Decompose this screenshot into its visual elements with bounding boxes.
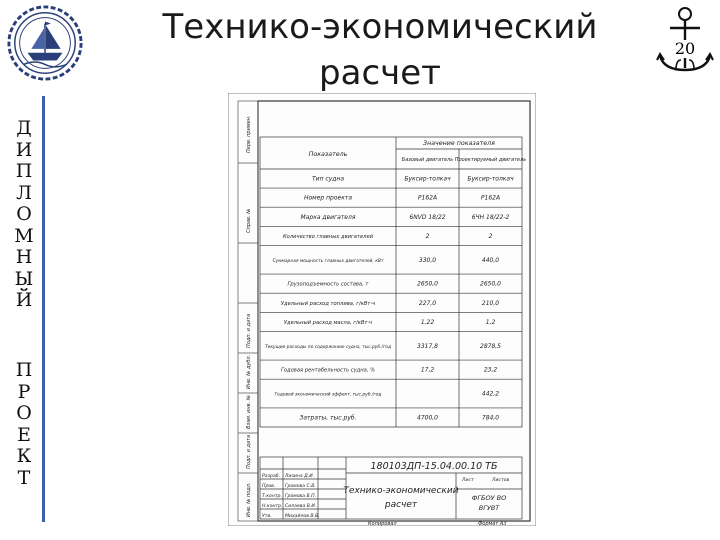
document-code: 180103ДП-15.04.00.10 ТБ xyxy=(370,461,498,472)
table-cell-base: Буксир-толкач xyxy=(404,175,451,183)
table-cell-label: Марка двигателя xyxy=(300,213,356,221)
table-cell-base: 17,2 xyxy=(420,366,435,374)
organization-line2: ВГУВТ xyxy=(478,504,500,512)
table-cell-new: 6ЧН 18/22-2 xyxy=(471,213,510,221)
table-cell-label: Затраты, тыс.руб. xyxy=(299,414,357,422)
table-cell-label: Номер проекта xyxy=(303,194,353,202)
table-cell-label: Удельный расход топлива, г/кВт·ч xyxy=(280,300,376,307)
table-cell-new: 2650,0 xyxy=(480,280,501,288)
stamp-name-5: Михайлов В.В. xyxy=(285,514,320,519)
table-header-new: Проектируемый двигатель xyxy=(454,157,527,163)
left-accent-bar xyxy=(42,96,45,522)
table-cell-label: Удельный расход масла, г/кВт·ч xyxy=(283,319,373,326)
table-cell-new: 210,0 xyxy=(481,299,500,307)
table-cell-new: 784,0 xyxy=(481,414,500,422)
table-cell-new: 2878,5 xyxy=(480,342,501,350)
stamp-name-2: Громова С.В. xyxy=(285,484,316,489)
drawing-sheet xyxy=(228,93,536,526)
table-cell-base: 2 xyxy=(425,232,430,240)
footer-copied: Копировал xyxy=(368,521,397,526)
table-cell-label: Суммарная мощность главных двигателей, кВт xyxy=(272,258,384,264)
table-cell-base: 227,0 xyxy=(418,299,437,307)
table-cell-label: Годовой экономический эффект, тыс.руб./год xyxy=(274,392,382,398)
organization-line1: ФГБОУ ВО xyxy=(471,494,507,502)
table-header-param: Показатель xyxy=(308,151,348,158)
slide-title-line2: расчет xyxy=(319,53,441,93)
table-cell-label: Грузоподъемность состава, т xyxy=(287,281,369,288)
university-emblem-logo xyxy=(6,4,84,82)
table-cell-new: Р162А xyxy=(480,194,501,202)
stamp-role-4: Н.контр. xyxy=(262,504,283,509)
table-cell-label: Текущие расходы по содержанию судна, тыс.руб./год xyxy=(264,344,392,350)
slide-title-line1: Технико-экономический xyxy=(162,7,598,47)
table-cell-label: Тип судна xyxy=(312,175,344,183)
table-cell-base: 2650,0 xyxy=(417,280,438,288)
margin-label-2: Справ. № xyxy=(246,208,252,233)
table-cell-new: Буксир-толкач xyxy=(467,175,514,183)
table-cell-base: 4700,0 xyxy=(417,414,438,422)
footer-format: Формат А3 xyxy=(478,521,507,526)
table-cell-new: 442,2 xyxy=(481,390,500,398)
table-cell-label: Количество главных двигателей xyxy=(282,233,374,240)
sheets-label: Листов xyxy=(492,478,510,483)
margin-label-5: Взам. инв. № xyxy=(246,395,252,429)
slide-title xyxy=(130,4,630,96)
table-cell-new: 440,0 xyxy=(481,256,500,264)
table-header-values: Значение показателя xyxy=(423,140,495,147)
stamp-name-1: Лизина Д.И. xyxy=(285,474,315,479)
table-header-base: Базовый двигатель xyxy=(401,157,454,163)
table-cell-base: 6NVD 18/22 xyxy=(409,213,446,221)
margin-label-4: Инв. № дубл. xyxy=(246,354,252,389)
table-cell-new: 2 xyxy=(488,232,493,240)
vertical-word-proekt: П Р О Е К Т xyxy=(15,359,33,489)
table-cell-base: Р162А xyxy=(417,194,438,202)
stamp-role-1: Разраб. xyxy=(262,474,281,479)
table-cell-new: 1,2 xyxy=(485,318,496,326)
margin-label-6: Подп. и дата xyxy=(246,434,252,469)
stamp-role-2: Пров. xyxy=(262,484,276,489)
margin-label-7: Инв. № подл. xyxy=(246,482,252,517)
vertical-word-diplomny: Д И П Л О М Н Ы Й xyxy=(14,117,34,311)
table-cell-base: 3317,8 xyxy=(417,342,438,350)
margin-label-1: Перв. примен. xyxy=(246,115,252,153)
table-cell-base: 1,22 xyxy=(420,318,435,326)
table-cell-label: Годовая рентабельность судна, % xyxy=(280,367,376,374)
sheet-label: Лист xyxy=(462,478,474,483)
stamp-name-4: Силаева В.И. xyxy=(285,504,317,509)
margin-label-3: Подп. и дата xyxy=(246,313,252,348)
stamp-role-3: Т.контр. xyxy=(262,494,282,499)
table-cell-new: 23,2 xyxy=(483,366,498,374)
stamp-role-5: Утв. xyxy=(262,514,272,519)
stamp-name-3: Громова В.П. xyxy=(285,494,317,499)
table-cell-base: 330,0 xyxy=(418,256,437,264)
slide-number: 20 xyxy=(664,40,706,58)
document-title-line1: Технико-экономический xyxy=(343,486,459,496)
document-title-line2: расчет xyxy=(384,500,418,510)
